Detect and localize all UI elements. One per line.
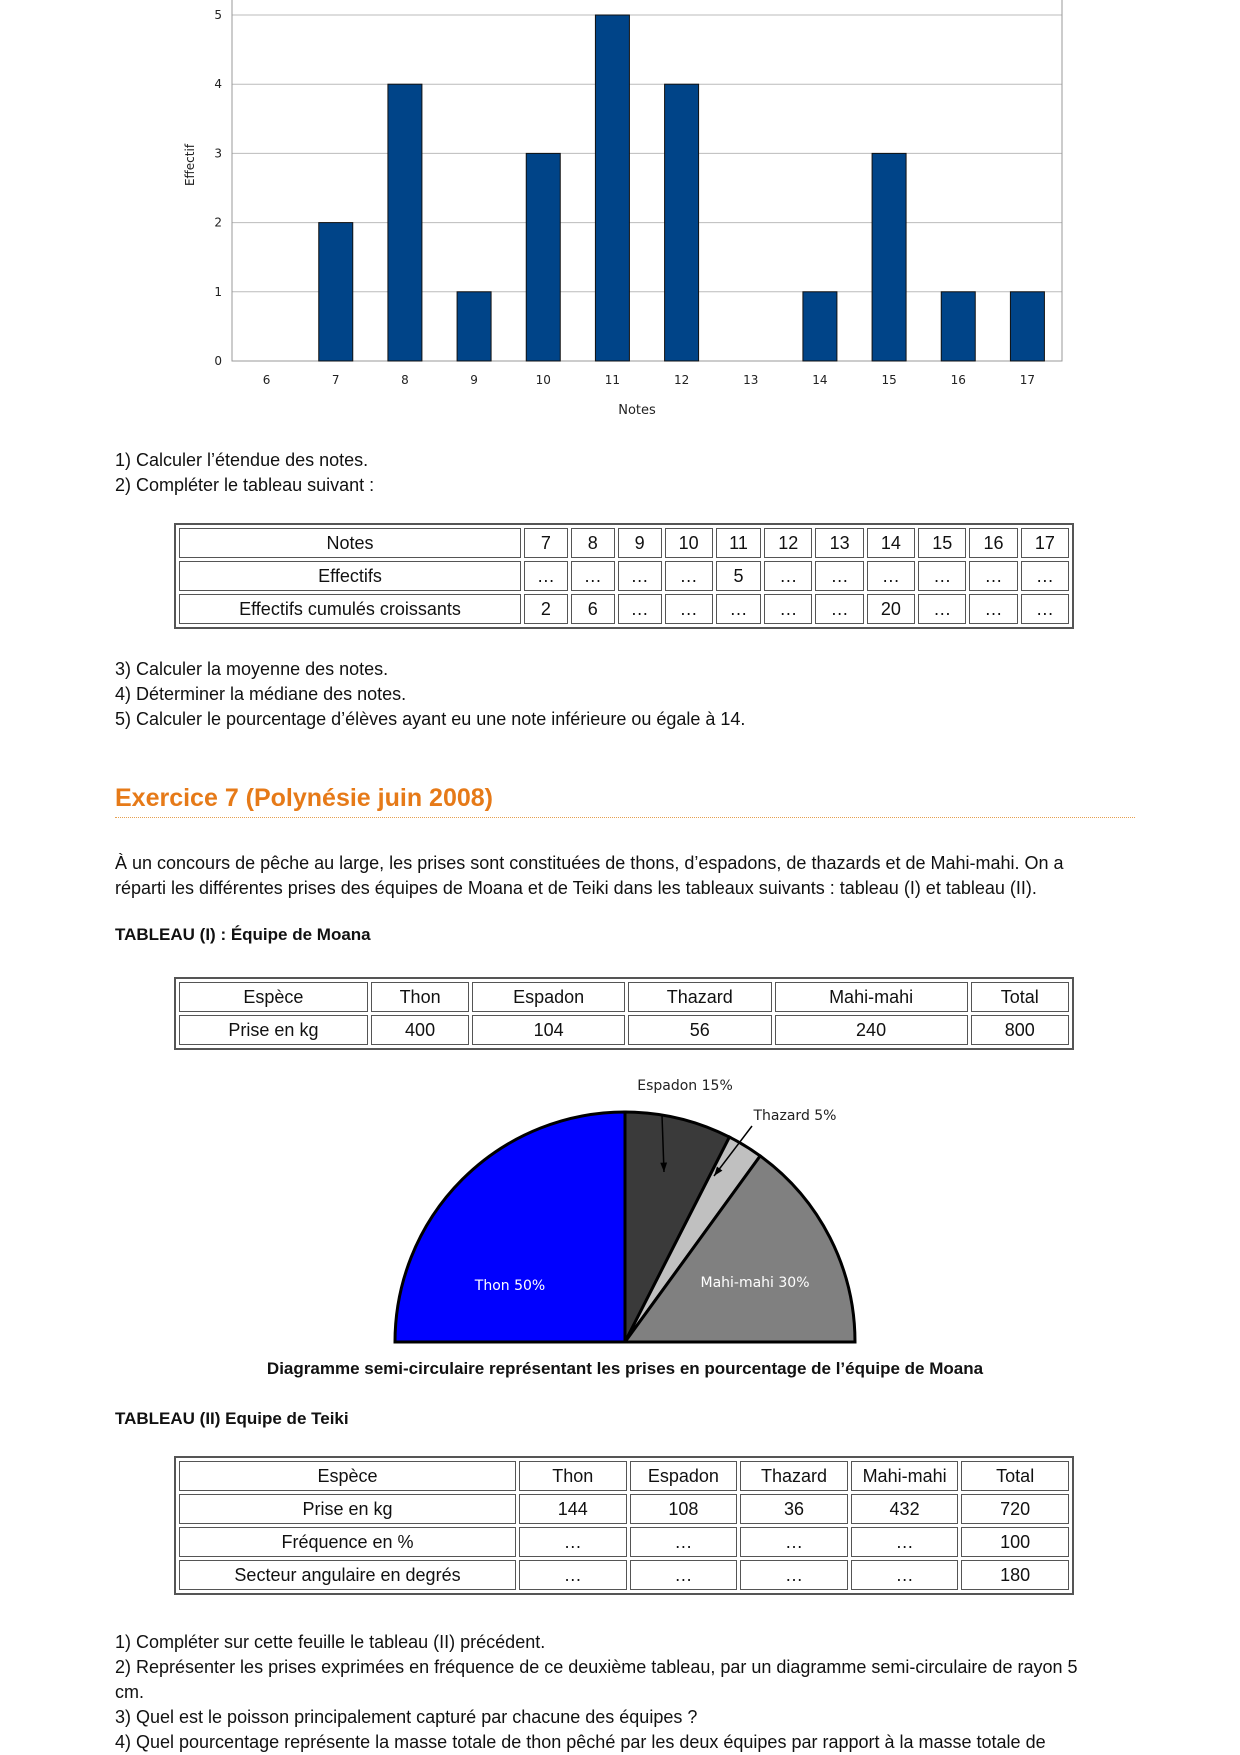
y-tick-label: 0: [214, 354, 222, 368]
semicircle-slice: [395, 1112, 625, 1342]
notes-bar-chart: [0, 0, 1240, 430]
mahimahi-slice-label: Mahi-mahi 30%: [700, 1275, 810, 1291]
row-header-cell: Espèce: [179, 1461, 516, 1491]
table-cell: …: [618, 561, 662, 591]
table-row: [179, 1527, 1069, 1557]
ex6-q2: 2) Compléter le tableau suivant :: [115, 475, 375, 495]
table-cell: Espadon: [630, 1461, 738, 1491]
table-cell: …: [519, 1560, 627, 1590]
ex7-q2: 2) Représenter les prises exprimées en fréquence de ce deuxième tableau, par un diagramme semi-circulaire de rayon 5: [115, 1657, 1078, 1677]
table-cell: Thazard: [740, 1461, 848, 1491]
table-cell: 56: [628, 1015, 772, 1045]
x-tick-label: 11: [604, 373, 621, 387]
table-cell: …: [524, 561, 568, 591]
table-cell: Thon: [371, 982, 469, 1012]
table-cell: …: [716, 594, 761, 624]
y-tick-label: 2: [214, 215, 222, 230]
row-header-cell: Espèce: [179, 982, 368, 1012]
table-cell: 11: [716, 528, 761, 558]
table-cell: …: [815, 594, 863, 624]
teiki-table: [174, 1456, 1074, 1595]
table-cell: …: [867, 561, 915, 591]
table-cell: 6: [571, 594, 615, 624]
table-cell: 16: [969, 528, 1017, 558]
table-cell: 13: [815, 528, 863, 558]
bar: [319, 223, 353, 361]
ex6-q3: 3) Calculer la moyenne des notes.: [115, 659, 389, 679]
exercise-7-title: Exercice 7 (Polynésie juin 2008): [115, 784, 1135, 818]
table-cell: …: [571, 561, 615, 591]
ex6-questions-a: [115, 448, 374, 498]
table-row: [179, 561, 1069, 591]
ex7-q4: 4) Quel pourcentage représente la masse totale de thon pêché par les deux équipes par rapport à la masse totale de: [115, 1732, 1046, 1752]
table-row: [179, 528, 1069, 558]
table1-label: TABLEAU (I) : Équipe de Moana: [115, 925, 371, 944]
x-tick-label: 12: [673, 373, 690, 387]
x-tick-label: 17: [1019, 373, 1036, 387]
table-cell: 108: [630, 1494, 738, 1524]
ex6-q1: 1) Calculer l’étendue des notes.: [115, 450, 369, 470]
table-cell: 15: [918, 528, 966, 558]
x-tick-label: 8: [401, 373, 409, 387]
row-header-cell: Prise en kg: [179, 1015, 368, 1045]
x-tick-label: 7: [331, 373, 340, 387]
moana-table: [174, 977, 1074, 1050]
bar: [872, 153, 906, 361]
table-cell: …: [918, 561, 966, 591]
table-cell: 12: [764, 528, 812, 558]
thon-slice-label: Thon 50%: [474, 1278, 546, 1294]
moana-semicircle-chart: [380, 1070, 870, 1360]
table-cell: …: [618, 594, 662, 624]
table-cell: …: [969, 594, 1017, 624]
bar: [388, 84, 422, 361]
thazard-slice-label: Thazard 5%: [753, 1108, 837, 1124]
table-cell: 14: [867, 528, 915, 558]
table-cell: 104: [472, 1015, 625, 1045]
row-header-cell: Secteur angulaire en degrés: [179, 1560, 516, 1590]
bar: [803, 292, 837, 361]
table-row: [179, 1461, 1069, 1491]
y-tick-label: 4: [214, 77, 222, 92]
notes-table: [174, 523, 1074, 629]
ex6-q5: 5) Calculer le pourcentage d’élèves ayant eu une note inférieure ou égale à 14.: [115, 709, 746, 729]
ex7-questions: [115, 1630, 1078, 1755]
table-cell: 720: [961, 1494, 1069, 1524]
espadon-slice-label: Espadon 15%: [637, 1078, 733, 1094]
x-tick-label: 10: [535, 373, 551, 387]
table-cell: 9: [618, 528, 662, 558]
row-header-cell: Effectifs: [179, 561, 521, 591]
table-cell: Total: [971, 982, 1069, 1012]
bar: [457, 292, 491, 361]
ex7-intro-line2: réparti les différentes prises des équipes de Moana et de Teiki dans les tableaux suivants : tableau (I) et tableau (II).: [115, 878, 1037, 898]
plot-area: [232, 0, 1062, 361]
bar: [595, 15, 629, 361]
table-cell: …: [630, 1560, 738, 1590]
table-cell: 400: [371, 1015, 469, 1045]
row-header-cell: Fréquence en %: [179, 1527, 516, 1557]
table-cell: …: [969, 561, 1017, 591]
table-cell: 36: [740, 1494, 848, 1524]
table-cell: Mahi-mahi: [775, 982, 968, 1012]
table-cell: 10: [665, 528, 713, 558]
y-tick-label: 5: [214, 8, 222, 22]
x-tick-label: 6: [262, 373, 271, 387]
table-cell: 432: [851, 1494, 959, 1524]
table-cell: 17: [1021, 528, 1069, 558]
x-tick-label: 14: [812, 373, 828, 387]
table-cell: …: [851, 1527, 959, 1557]
ex7-q1: 1) Compléter sur cette feuille le tableau (II) précédent.: [115, 1632, 546, 1652]
semicircle-caption: Diagramme semi-circulaire représentant les prises en pourcentage de l’équipe de Moana: [266, 1359, 984, 1378]
ex7-q2-cont: cm.: [115, 1682, 144, 1702]
bar: [526, 153, 560, 361]
y-tick-label: 3: [214, 146, 222, 161]
bar: [1010, 292, 1044, 361]
table-cell: …: [665, 561, 713, 591]
table2-label: TABLEAU (II) Equipe de Teiki: [115, 1409, 349, 1428]
ex7-intro-line1: À un concours de pêche au large, les prises sont constituées de thons, d’espadons, de thazards et de Mahi-mahi. On a: [115, 853, 1064, 873]
table-cell: …: [1021, 594, 1069, 624]
table-cell: Thon: [519, 1461, 627, 1491]
ex7-q3: 3) Quel est le poisson principalement capturé par chacune des équipes ?: [115, 1707, 698, 1727]
table-cell: 2: [524, 594, 568, 624]
table-cell: …: [519, 1527, 627, 1557]
row-header-cell: Notes: [179, 528, 521, 558]
table-cell: 7: [524, 528, 568, 558]
y-axis-label: Effectif: [183, 143, 197, 187]
table-cell: …: [665, 594, 713, 624]
table-cell: …: [630, 1527, 738, 1557]
bar: [665, 84, 699, 361]
table-cell: …: [764, 594, 812, 624]
table-cell: Thazard: [628, 982, 772, 1012]
ex7-intro: [115, 851, 1064, 901]
x-tick-label: 15: [881, 373, 897, 387]
table-row: [179, 1015, 1069, 1045]
table-cell: …: [851, 1560, 959, 1590]
table-cell: 5: [716, 561, 761, 591]
row-header-cell: Effectifs cumulés croissants: [179, 594, 521, 624]
table-cell: Total: [961, 1461, 1069, 1491]
x-tick-label: 13: [743, 373, 759, 387]
table-cell: 20: [867, 594, 915, 624]
row-header-cell: Prise en kg: [179, 1494, 516, 1524]
table-cell: 240: [775, 1015, 968, 1045]
table-cell: 144: [519, 1494, 627, 1524]
table-cell: …: [740, 1560, 848, 1590]
y-tick-label: 1: [214, 284, 222, 299]
table-cell: Mahi-mahi: [851, 1461, 959, 1491]
table-cell: 180: [961, 1560, 1069, 1590]
table-cell: …: [918, 594, 966, 624]
x-axis-label: Notes: [618, 403, 656, 418]
x-tick-label: 16: [950, 373, 966, 387]
table-cell: 800: [971, 1015, 1069, 1045]
ex6-questions-b: [115, 657, 745, 732]
table-cell: 100: [961, 1527, 1069, 1557]
table-cell: …: [740, 1527, 848, 1557]
table-cell: …: [815, 561, 863, 591]
table-row: [179, 1494, 1069, 1524]
table-cell: …: [764, 561, 812, 591]
x-tick-label: 9: [470, 373, 478, 387]
table-cell: 8: [571, 528, 615, 558]
table-cell: Espadon: [472, 982, 625, 1012]
ex6-q4: 4) Déterminer la médiane des notes.: [115, 684, 407, 704]
table-row: [179, 594, 1069, 624]
table-cell: …: [1021, 561, 1069, 591]
table-row: [179, 1560, 1069, 1590]
table-row: [179, 982, 1069, 1012]
bar: [941, 292, 975, 361]
